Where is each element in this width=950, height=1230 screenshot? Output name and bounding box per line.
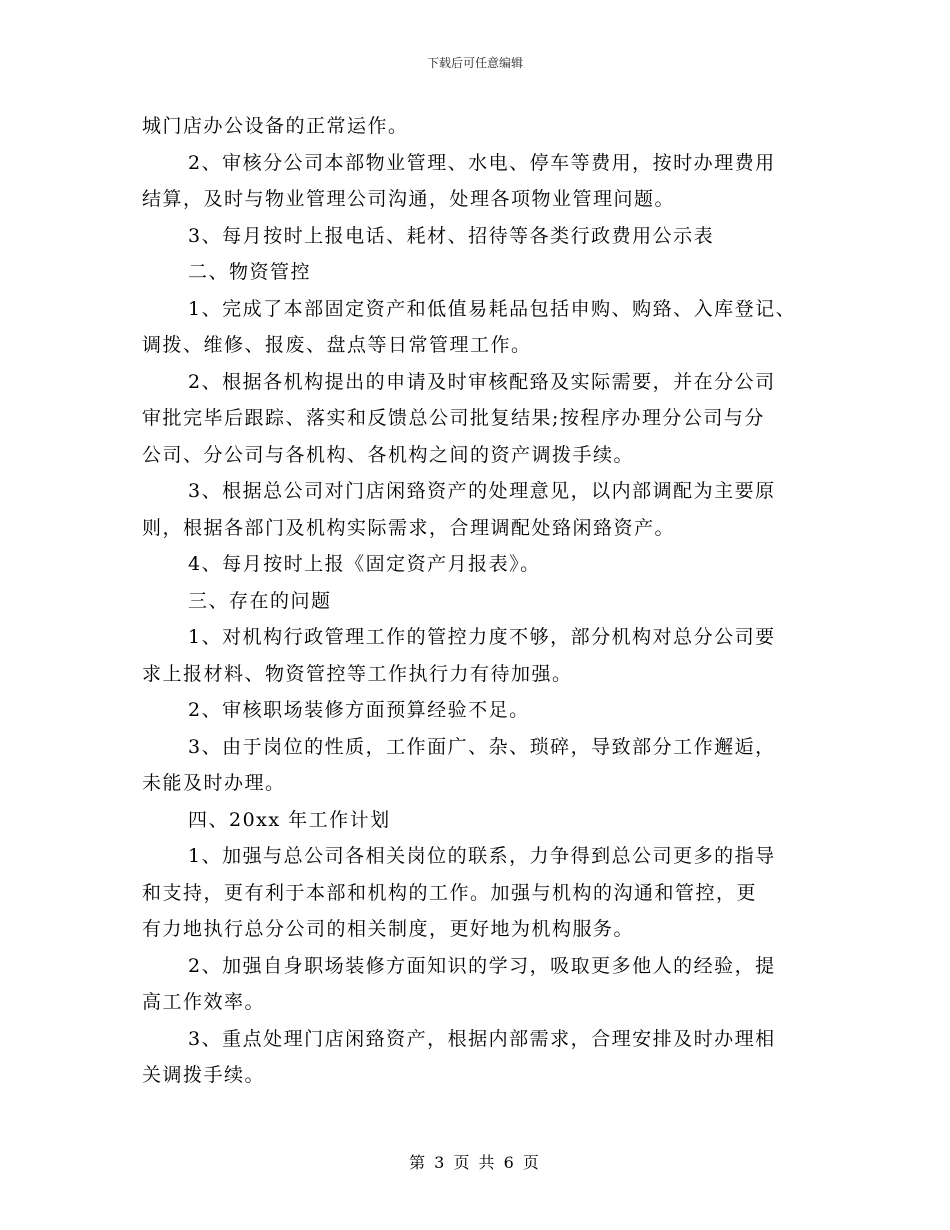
- page-header: 下载后可任意编辑: [426, 56, 523, 70]
- section-heading: 三、存在的问题: [188, 589, 332, 612]
- body-line: 有力地执行总分公司的相关制度，更好地为机构服务。: [142, 918, 635, 940]
- document-body: [142, 108, 822, 1094]
- body-line: 1、完成了本部固定资产和低值易耗品包括申购、购臵、入库登记、: [188, 297, 797, 320]
- body-line: 2、加强自身职场装修方面知识的学习，吸取更多他人的经验，提: [188, 954, 776, 977]
- body-line: 3、重点处理门店闲臵资产，根据内部需求，合理安排及时办理相: [188, 1027, 776, 1050]
- body-line: 和支持，更有利于本部和机构的工作。加强与机构的沟通和管控，更: [142, 881, 758, 904]
- body-line: 未能及时办理。: [142, 772, 286, 794]
- body-line: 1、加强与总公司各相关岗位的联系，力争得到总公司更多的指导: [188, 845, 776, 867]
- body-line: 城门店办公设备的正常运作。: [142, 115, 409, 137]
- page-number: 第 3 页 共 6 页: [409, 1153, 541, 1172]
- body-line: 3、每月按时上报电话、耗材、招待等各类行政费用公示表: [188, 224, 715, 247]
- section-heading: 四、20xx 年工作计划: [188, 808, 391, 831]
- section-heading: 二、物资管控: [188, 261, 312, 283]
- body-line: 2、审核分公司本部物业管理、水电、停车等费用，按时办理费用: [188, 151, 776, 174]
- body-line: 1、对机构行政管理工作的管控力度不够，部分机构对总分公司要: [188, 626, 776, 648]
- body-line: 求上报材料、物资管控等工作执行力有待加强。: [142, 662, 573, 685]
- body-line: 高工作效率。: [142, 991, 266, 1013]
- body-line: 3、根据总公司对门店闲臵资产的处理意见，以内部调配为主要原: [188, 480, 776, 502]
- body-line: 关调拨手续。: [142, 1064, 266, 1086]
- body-line: 则，根据各部门及机构实际需求，合理调配处臵闲臵资产。: [142, 516, 676, 539]
- body-line: 调拨、维修、报废、盘点等日常管理工作。: [142, 334, 532, 356]
- body-line: 2、根据各机构提出的申请及时审核配臵及实际需要，并在分公司: [188, 370, 776, 393]
- body-line: 4、每月按时上报《固定资产月报表》。: [188, 553, 541, 575]
- body-line: 2、审核职场装修方面预算经验不足。: [188, 699, 530, 721]
- body-line: 审批完毕后跟踪、落实和反馈总公司批复结果;按程序办理分公司与分: [142, 407, 765, 429]
- body-line: 公司、分公司与各机构、各机构之间的资产调拨手续。: [142, 443, 635, 466]
- body-line: 结算，及时与物业管理公司沟通，处理各项物业管理问题。: [142, 188, 676, 210]
- body-line: 3、由于岗位的性质，工作面广、杂、琐碎，导致部分工作邂逅，: [188, 735, 776, 758]
